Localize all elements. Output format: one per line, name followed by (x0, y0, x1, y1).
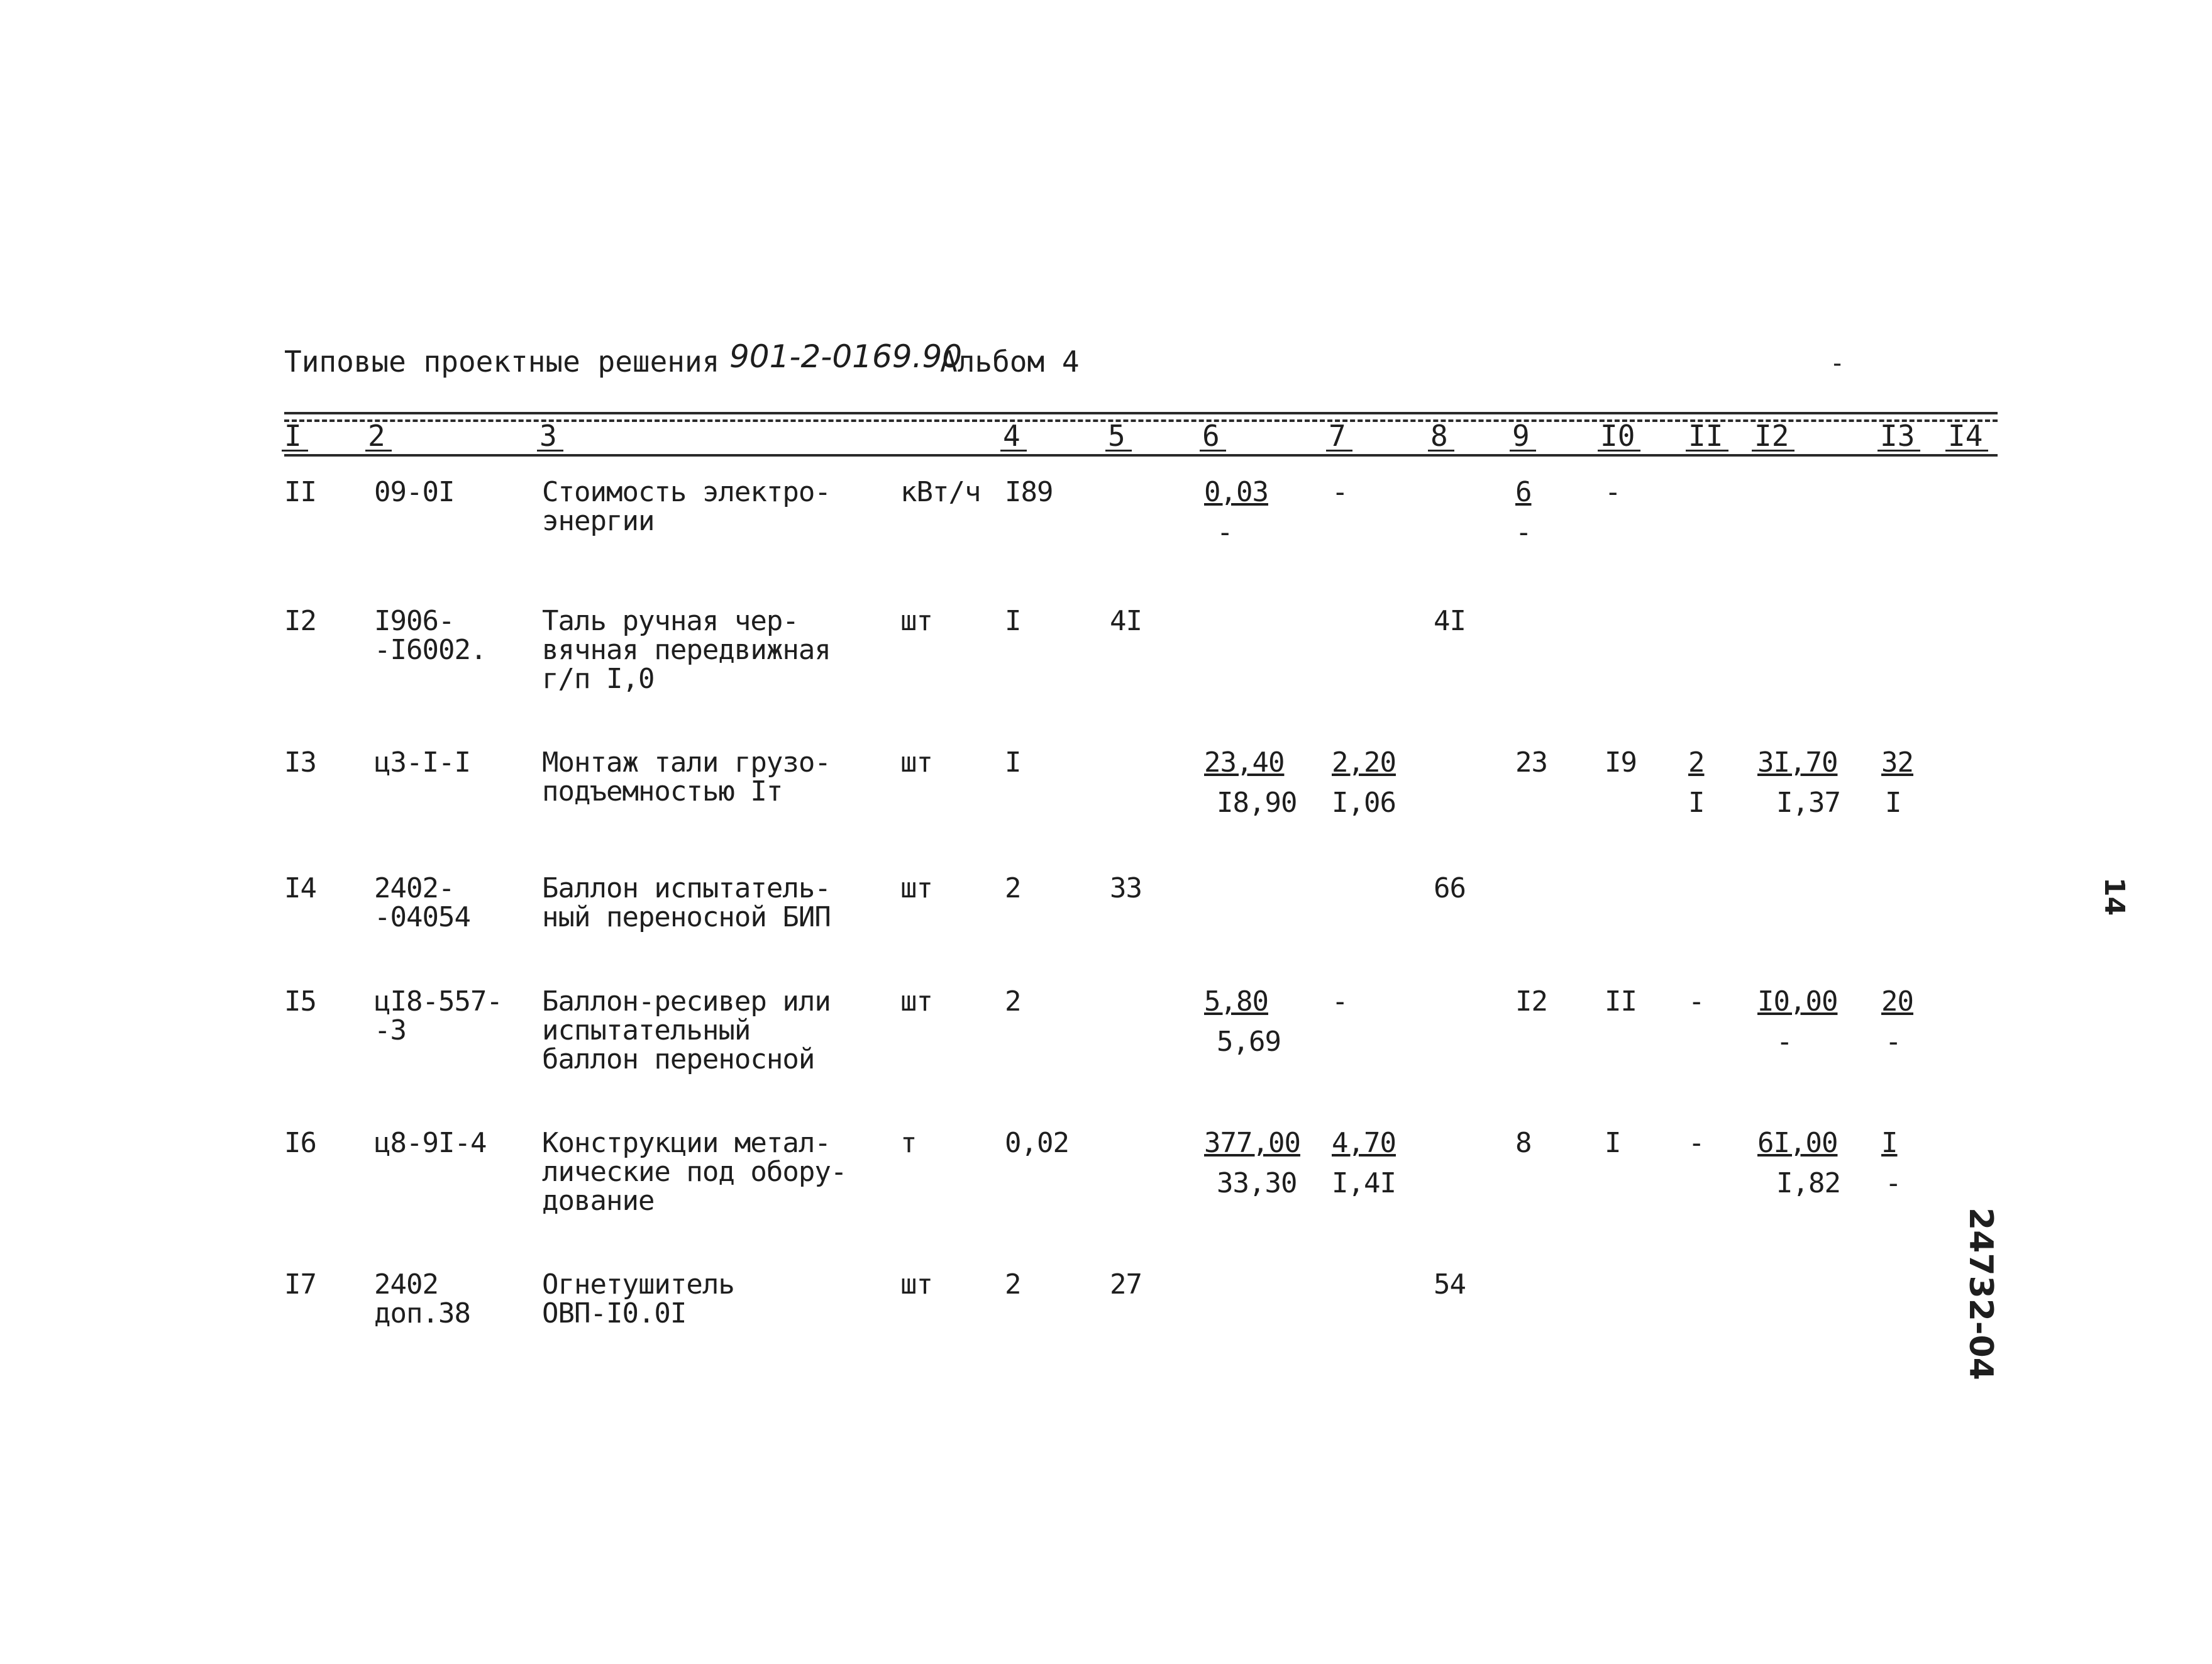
column-13-value: 20 (1881, 985, 1913, 1018)
column-number-7: 7 (1329, 419, 1346, 453)
column-7-subvalue: I,4I (1332, 1167, 1396, 1199)
row-number: I4 (284, 872, 316, 904)
column-10-value: - (1605, 476, 1621, 508)
row-number: II (284, 476, 316, 508)
column-number-2: 2 (368, 419, 385, 453)
column-6-subvalue: 33,30 (1217, 1167, 1297, 1199)
column-header-rule (284, 454, 1998, 457)
column-number-underline (1945, 450, 1988, 452)
column-number-11: II (1688, 419, 1723, 453)
column-13-value: I (1881, 1127, 1898, 1159)
quantity: 2 (1005, 1268, 1021, 1301)
resource-code: 2402 доп.38 (374, 1268, 470, 1329)
column-number-5: 5 (1108, 419, 1125, 453)
column-13-value: 32 (1881, 746, 1913, 779)
quantity: I (1005, 605, 1021, 637)
column-11-value: - (1688, 1127, 1705, 1159)
column-number-underline (282, 450, 308, 452)
column-number-underline (1877, 450, 1920, 452)
column-12-subvalue: I,37 (1776, 787, 1840, 819)
column-number-underline (365, 450, 392, 452)
quantity: 2 (1005, 985, 1021, 1018)
document-number: 24732-04 (1962, 1207, 1999, 1380)
unit: кВт/ч (900, 476, 981, 508)
unit: шт (900, 872, 932, 904)
column-10-value: II (1605, 985, 1637, 1018)
column-12-subvalue: I,82 (1776, 1167, 1840, 1199)
resource-code: цI8-557- -3 (374, 985, 502, 1046)
column-11-value: 2 (1688, 746, 1705, 779)
quantity: 0,02 (1005, 1127, 1069, 1159)
column-5-value: 27 (1110, 1268, 1142, 1301)
column-7-subvalue: I,06 (1332, 787, 1396, 819)
column-5-value: 33 (1110, 872, 1142, 904)
column-6-subvalue: - (1217, 516, 1233, 548)
unit: т (900, 1127, 917, 1159)
column-number-3: 3 (539, 419, 557, 453)
page-number: 14 (2098, 877, 2130, 916)
column-number-4: 4 (1003, 419, 1020, 453)
column-6-value: 5,80 (1204, 985, 1268, 1018)
column-6-subvalue: I8,90 (1217, 787, 1297, 819)
column-10-value: I (1605, 1127, 1621, 1159)
quantity: 2 (1005, 872, 1021, 904)
column-13-subvalue: - (1885, 1167, 1901, 1199)
column-12-value: I0,00 (1757, 985, 1838, 1018)
column-number-underline (1686, 450, 1728, 452)
row-number: I7 (284, 1268, 316, 1301)
resource-name: Баллон-ресивер или испытательный баллон переносной (542, 985, 831, 1075)
resource-name: Стоимость электро- энергии (542, 476, 831, 537)
quantity: I89 (1005, 476, 1053, 508)
column-8-value: 66 (1434, 872, 1466, 904)
column-13-subvalue: I (1885, 787, 1901, 819)
column-number-underline (1510, 450, 1536, 452)
column-number-underline (1598, 450, 1640, 452)
column-number-12: I2 (1754, 419, 1789, 453)
column-12-value: 3I,70 (1757, 746, 1838, 779)
column-6-value: 377,00 (1204, 1127, 1300, 1159)
resource-name: Баллон испытатель- ный переносной БИП (542, 872, 831, 933)
column-7-value: 4,70 (1332, 1127, 1396, 1159)
column-number-underline (1105, 450, 1132, 452)
column-13-subvalue: - (1885, 1026, 1901, 1058)
unit: шт (900, 1268, 932, 1301)
column-7-value: - (1332, 985, 1348, 1018)
resource-name: Огнетушитель ОВП-I0.0I (542, 1268, 734, 1329)
column-8-value: 54 (1434, 1268, 1466, 1301)
resource-name: Конструкции метал- лические под обору- дование (542, 1127, 847, 1217)
column-number-14: I4 (1948, 419, 1983, 453)
column-number-underline (1000, 450, 1027, 452)
column-11-subvalue: I (1688, 787, 1705, 819)
column-9-subvalue: - (1515, 516, 1532, 548)
column-7-value: - (1332, 476, 1348, 508)
column-9-value: 6 (1515, 476, 1532, 508)
unit: шт (900, 985, 932, 1018)
column-number-underline (1428, 450, 1454, 452)
column-6-subvalue: 5,69 (1217, 1026, 1281, 1058)
column-9-value: I2 (1515, 985, 1547, 1018)
row-number: I3 (284, 746, 316, 779)
resource-code: ц3-I-I (374, 746, 470, 779)
resource-code: 09-0I (374, 476, 455, 508)
column-number-6: 6 (1202, 419, 1220, 453)
resource-code: I906- -I6002. (374, 605, 487, 666)
column-number-8: 8 (1430, 419, 1448, 453)
resource-name: Монтаж тали грузо- подъемностью Iт (542, 746, 831, 807)
unit: шт (900, 605, 932, 637)
column-7-value: 2,20 (1332, 746, 1396, 779)
column-number-underline (1326, 450, 1352, 452)
resource-name: Таль ручная чер- вячная передвижная г/п I,0 (542, 605, 831, 695)
row-number: I5 (284, 985, 316, 1018)
quantity: I (1005, 746, 1021, 779)
unit: шт (900, 746, 932, 779)
column-number-underline (1752, 450, 1794, 452)
column-number-13: I3 (1880, 419, 1915, 453)
column-6-value: 0,03 (1204, 476, 1268, 508)
project-code: 901-2-0169.90 (729, 338, 963, 375)
resource-code: ц8-9I-4 (374, 1127, 487, 1159)
column-12-value: 6I,00 (1757, 1127, 1838, 1159)
column-11-value: - (1688, 985, 1705, 1018)
column-12-subvalue: - (1776, 1026, 1793, 1058)
column-9-value: 8 (1515, 1127, 1532, 1159)
header-dash: - (1830, 349, 1845, 378)
table-top-rule (284, 412, 1998, 414)
column-10-value: I9 (1605, 746, 1637, 779)
column-number-underline (537, 450, 563, 452)
column-number-10: I0 (1600, 419, 1635, 453)
album-label: Альбом 4 (940, 345, 1080, 379)
column-5-value: 4I (1110, 605, 1142, 637)
resource-code: 2402- -04054 (374, 872, 470, 933)
column-number-1: I (284, 419, 302, 453)
column-8-value: 4I (1434, 605, 1466, 637)
row-number: I6 (284, 1127, 316, 1159)
column-9-value: 23 (1515, 746, 1547, 779)
column-number-9: 9 (1512, 419, 1530, 453)
column-6-value: 23,40 (1204, 746, 1285, 779)
row-number: I2 (284, 605, 316, 637)
document-title: Типовые проектные решения (284, 345, 720, 379)
column-number-underline (1200, 450, 1226, 452)
